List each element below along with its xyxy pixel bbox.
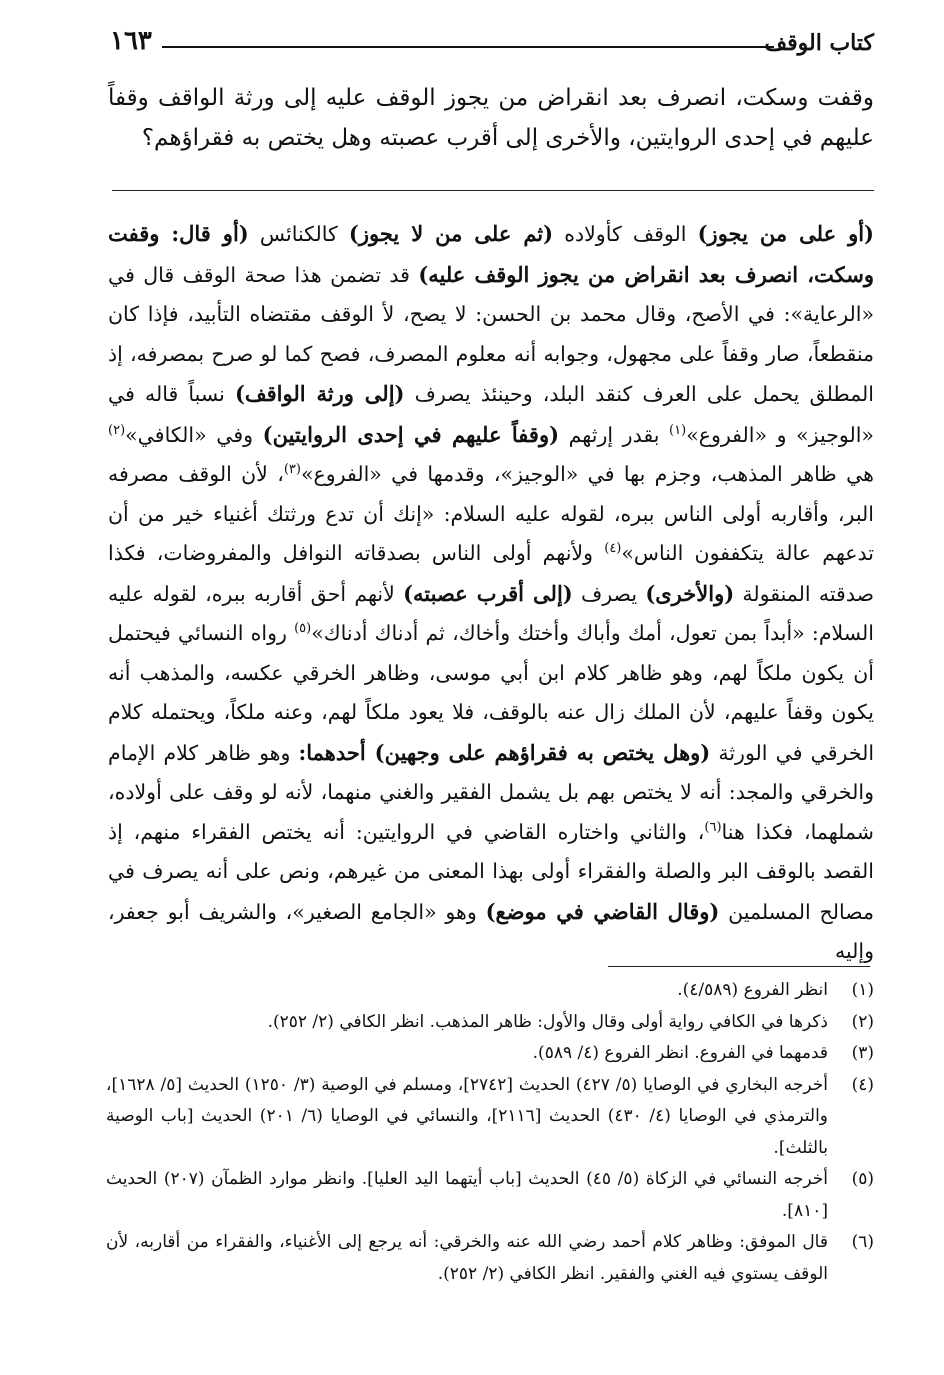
- commentary-text: الوقف كأولاده: [553, 222, 698, 246]
- commentary-text: وهو ظاهر كلام الإمام والخرقي والمجد: أنه لا يختص بهم بل يشمل الفقير والغني منهما، لأنه لو وقف على أولاده، شملهما، فكذا هنا: [108, 740, 874, 844]
- footnote-ref: (١): [669, 422, 687, 438]
- sharh-commentary: [108, 214, 874, 972]
- matn-text: وقفت وسكت، انصرف بعد انقراض من يجوز الوقف عليه إلى ورثة الواقف وقفاً عليهم في إحدى الروايتين، والأخرى إلى أقرب عصبته وهل يختص به فقراؤهم؟: [108, 85, 874, 151]
- footnote-ref: (٥): [294, 621, 312, 637]
- footnote: [106, 1164, 874, 1227]
- commentary-text: ، والثاني واختاره القاضي في الروايتين: أنه يختص الفقراء منهم، إذ القصد بالوقف البر والصلة والفقراء أولى بهذا المعنى من غيرهم، ونص على أنه يصرف في مصالح المسلمين: [108, 819, 874, 924]
- footnote-ref: (٦): [704, 819, 722, 835]
- quoted-matn: (وقال القاضي في موضع): [485, 898, 720, 924]
- page-number: ١٦٣: [110, 26, 152, 56]
- footnotes: [106, 975, 874, 1290]
- quoted-matn: (إلى ورثة الواقف): [234, 381, 405, 406]
- footnote-separator: [608, 966, 870, 967]
- footnote-ref: (٣): [283, 462, 301, 478]
- chapter-title: كتاب الوقف: [764, 30, 874, 56]
- header-rule: [162, 46, 774, 48]
- footnote-text: انظر الفروع (٤/٥٨٩).: [677, 980, 828, 1000]
- commentary-text: نسباً قاله في «الوجيز» و «الفروع»: [108, 382, 874, 447]
- footnote-number: (١): [851, 980, 874, 1000]
- quoted-matn: (أو قال: وقفت وسكت، انصرف بعد انقراض من يجوز الوقف عليه): [108, 221, 874, 287]
- commentary-text: كالكنائس: [248, 222, 349, 246]
- commentary-text: قد تضمن هذا صحة الوقف قال في «الرعاية»: في الأصح، وقال محمد بن الحسن: لا يصح، لأ الوقف مقتضاه التأبيد، فإذا كان منقطعاً، صار وقفاً على مجهول، وجوابه أنه معلوم المصرف، فصح كما لو صرح بمصرفه، إذ المطلق يحمل على العرف كنقد البلد، وحينئذ يصرف: [108, 262, 874, 406]
- footnote-number: (٥): [851, 1169, 874, 1189]
- quoted-matn: (ثم على من لا يجوز): [348, 221, 554, 246]
- footnote-number: (٣): [851, 1043, 874, 1063]
- commentary-text: ولأنهم أولى الناس بصدقاته النوافل والمفروضات، فكذا صدقته المنقولة: [108, 541, 875, 606]
- footnote: [106, 1227, 874, 1290]
- quoted-matn: (والأخرى): [645, 580, 735, 606]
- running-header: [110, 24, 874, 64]
- quoted-matn: (إلى أقرب عصبته): [403, 580, 573, 606]
- footnote-ref: (٢): [108, 422, 126, 438]
- matn-separator: [112, 190, 874, 191]
- commentary-text: هي ظاهر المذهب، وجزم بها في «الوجيز»، وقدمها في «الفروع»: [300, 462, 874, 486]
- footnote: [106, 975, 874, 1007]
- footnote-text: أخرجه البخاري في الوصايا (٥/ ٤٢٧) الحديث [٢٧٤٢]، ومسلم في الوصية (٣/ ١٢٥٠) الحديث [٥/ ١٦٢٨]، والترمذي في الوصايا (٤/ ٤٣٠) الحديث [٢١١٦]، والنسائي في الوصايا (٦/ ٢٠١) الحديث [باب الوصية بالثلث].: [106, 1074, 829, 1158]
- footnote-text: أخرجه النسائي في الزكاة (٥/ ٤٥) الحديث [باب أيتهما اليد العليا]. وانظر موارد الظمآن (٢٠٧) الحديث [٨١٠].: [106, 1169, 828, 1221]
- footnote: [106, 1007, 874, 1039]
- commentary-text: وفي «الكافي»: [125, 422, 263, 447]
- footnote-text: ذكرها في الكافي رواية أولى وقال والأول: ظاهر المذهب. انظر الكافي (٢/ ٢٥٢).: [267, 1011, 828, 1032]
- commentary-text: بقدر إرثهم: [559, 422, 670, 447]
- footnote-text: قال الموفق: وظاهر كلام أحمد رضي الله عنه والخرقي: أنه يرجع إلى الأغنياء، والفقراء من أقاربه، لأن الوقف يستوي فيه الغني والفقير. انظر الكافي (٢/ ٢٥٢).: [106, 1232, 828, 1284]
- commentary-text: ، لأن الوقف مصرفه البر، وأقاربه أولى الناس ببره، لقوله عليه السلام: «إنك أن تدع ورثتك أغنياء خير من أن تدعهم عالة يتكففون الناس»: [108, 462, 875, 565]
- footnote-ref: (٤): [604, 541, 622, 557]
- commentary-text: لأنهم أحق أقاربه ببره، لقوله عليه السلام: «أبداً بمن تعول، أمك وأباك وأختك وأخاك، ثم أدناك أدناك»: [108, 581, 874, 645]
- footnote-number: (٤): [851, 1074, 874, 1095]
- commentary-text: رواه النسائي فيحتمل أن يكون ملكاً لهم، وهو ظاهر كلام ابن أبي موسى، وظاهر الخرقي عكسه، والمذهب أنه يكون وقفاً عليهم، لأن الملك زال عنه بالوقف، فلا يعود ملكاً لهم، وعنه ملكاً، ويحتمله كلام الخرقي في الورثة: [108, 621, 875, 765]
- footnote: [106, 1070, 874, 1165]
- footnote-text: قدمهما في الفروع. انظر الفروع (٤/ ٥٨٩).: [532, 1043, 828, 1063]
- footnote: [106, 1038, 874, 1070]
- commentary-text: وهو «الجامع الصغير»، والشريف أبو جعفر، وإليه: [108, 899, 874, 963]
- footnote-number: (٢): [851, 1011, 874, 1032]
- footnote-number: (٦): [851, 1232, 874, 1252]
- commentary-text: يصرف: [572, 581, 646, 606]
- quoted-matn: (وهل يختص به فقراؤهم على وجهين) أحدهما:: [298, 739, 711, 765]
- quoted-matn: (أو على من يجوز): [697, 221, 874, 246]
- quoted-matn: (وقفاً عليهم في إحدى الروايتين): [262, 421, 560, 447]
